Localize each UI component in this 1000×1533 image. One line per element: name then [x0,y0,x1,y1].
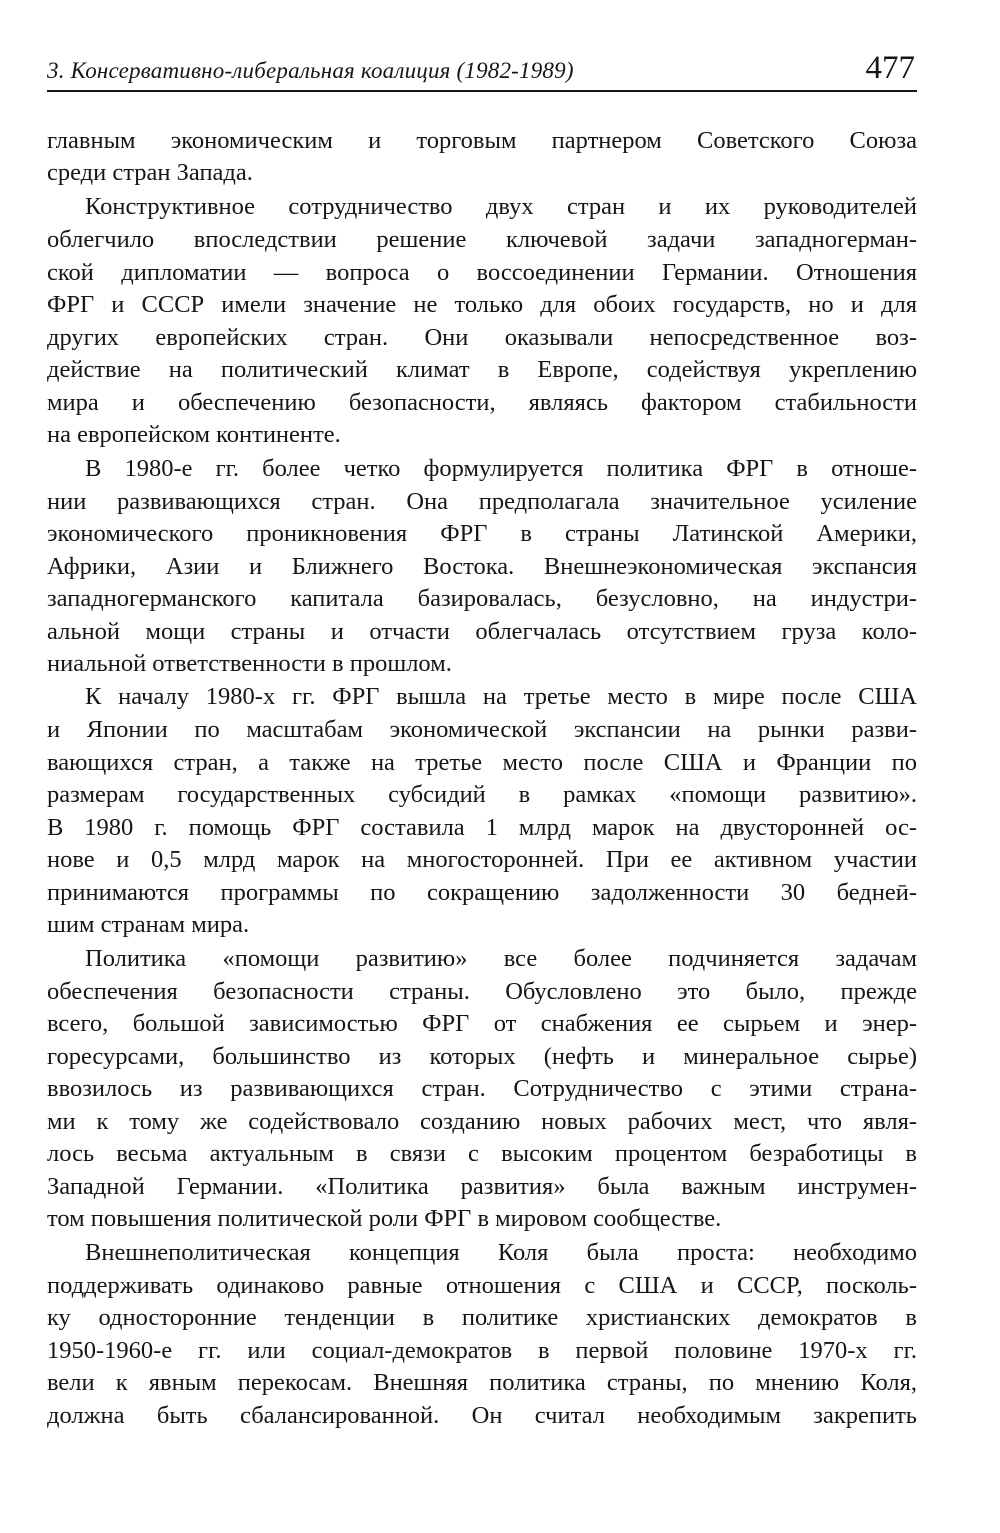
text-line: вели к явным перекосам. Внешняя политика страны, по мнению Коля, [47,1369,917,1396]
text-line: К началу 1980-х гг. ФРГ вышла на третье место в мире после США [85,683,917,710]
text-line: облегчило впоследствии решение ключевой задачи западногерман- [47,226,917,253]
text-line: обеспечения безопасности страны. Обусловлено это было, прежде [47,978,917,1005]
text-line: экономического проникновения ФРГ в страны Латинской Америки, [47,520,917,547]
text-line: Конструктивное сотрудничество двух стран и их руководителей [85,193,917,220]
text-line: альной мощи страны и отчасти облегчалась отсутствием груза коло- [47,618,917,645]
text-line: горесурсами, большинство из которых (нефть и минеральное сырье) [47,1043,917,1070]
text-line: на европейском континенте. [47,421,341,448]
text-line: главным экономическим и торговым партнером Советского Союза [47,127,917,154]
text-line: среди стран Запада. [47,159,253,186]
text-line: нове и 0,5 млрд марок на многосторонней. При ее активном участии [47,846,917,873]
text-line: ниальной ответственности в прошлом. [47,650,452,677]
text-line: мира и обеспечению безопасности, являясь фактором стабильности [47,389,917,416]
text-line: должна быть сбалансированной. Он считал необходимым закрепить [47,1402,917,1429]
text-line: ми к тому же содействовало созданию новых рабочих мест, что явля- [47,1108,917,1135]
text-line: всего, большой зависимостью ФРГ от снабжения ее сырьем и энер- [47,1010,917,1037]
text-line: шим странам мира. [47,911,250,938]
text-line: ввозилось из развивающихся стран. Сотрудничество с этими страна- [47,1075,917,1102]
text-line: Африки, Азии и Ближнего Востока. Внешнеэкономическая экспансия [47,553,917,580]
text-line: ФРГ и СССР имели значение не только для обоих государств, но и для [47,291,917,318]
text-line: В 1980 г. помощь ФРГ составила 1 млрд марок на двусторонней ос- [47,814,917,841]
text-line: поддерживать одинаково равные отношения с США и СССР, посколь- [47,1272,917,1299]
text-line: размерам государственных субсидий в рамках «помощи развитию». [47,781,917,808]
text-line: 1950-1960-е гг. или социал-демократов в первой половине 1970-х гг. [47,1337,917,1364]
text-line: нии развивающихся стран. Она предполагала значительное усиление [47,488,917,515]
text-line: лось весьма актуальным в связи с высоким процентом безработицы в [47,1140,917,1167]
text-line: других европейских стран. Они оказывали непосредственное воз- [47,324,917,351]
page-number: 477 [865,50,915,86]
text-line: Западной Германии. «Политика развития» была важным инструмен- [47,1173,917,1200]
running-title: 3. Консервативно-либеральная коалиция (1982-1989) [47,58,574,83]
text-line: вающихся стран, а также на третье место после США и Франции по [47,749,917,776]
text-line: ку односторонние тенденции в политике христианских демократов в [47,1304,917,1331]
text-line: том повышения политической роли ФРГ в мировом сообществе. [47,1205,722,1232]
text-line: принимаются программы по сокращению задолженности 30 беднеӣ- [47,879,917,906]
text-line: ской дипломатии — вопроса о воссоединении Германии. Отношения [47,259,917,286]
text-line: западногерманского капитала базировалась, безусловно, на индустри- [47,585,917,612]
text-line: В 1980-е гг. более четко формулируется политика ФРГ в отноше- [85,455,917,482]
text-line: и Японии по масштабам экономической экспансии на рынки разви- [47,716,917,743]
text-line: Политика «помощи развитию» все более подчиняется задачам [85,945,917,972]
text-line: действие на политический климат в Европе, содействуя укреплению [47,356,917,383]
text-line: Внешнеполитическая концепция Коля была проста: необходимо [85,1239,917,1266]
